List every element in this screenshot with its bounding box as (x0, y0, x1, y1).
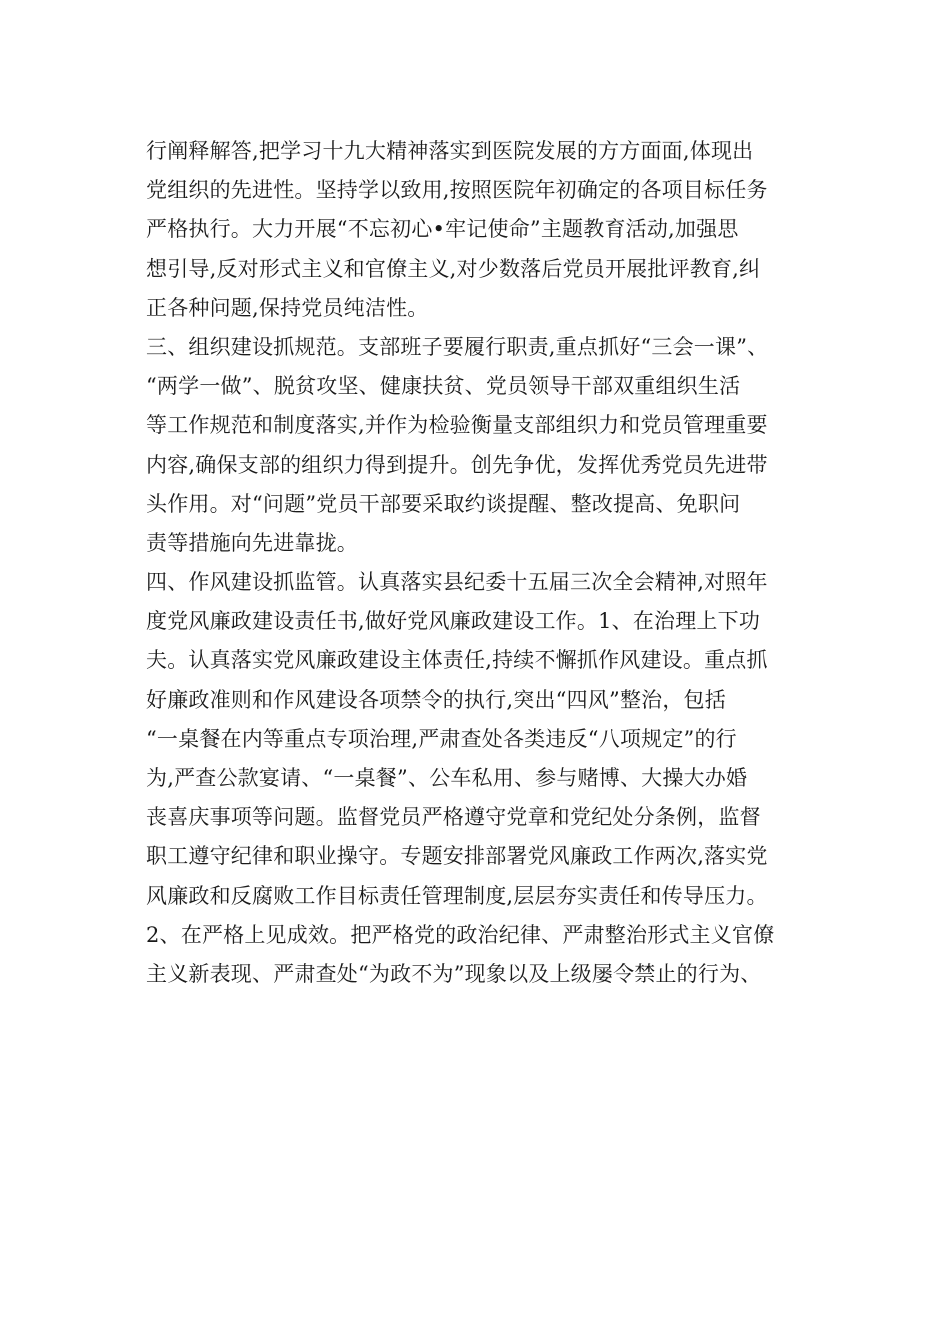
text-line: 2、在严格上见成效。把严格党的政治纪律、严肃整治形式主义官僚 (146, 922, 775, 947)
text-line: 三、组织建设抓规范。支部班子要履行职责,重点抓好“三会一课”、 (146, 334, 769, 359)
text-line: 夫。认真落实党风廉政建设主体责任,持续不懈抓作风建设。重点抓 (146, 648, 768, 673)
text-line: 为,严查公款宴请、“一桌餐”、公车私用、参与赌博、大操大办婚 (146, 766, 748, 790)
text-line: 严格执行。大力开展“不忘初心•牢记使命”主题教育活动,加强思 (146, 217, 739, 242)
text-line: 责等措施向先进靠拢。 (146, 530, 358, 555)
text-line: 内容,确保支部的组织力得到提升。创先争优，发挥优秀党员先进带 (146, 452, 768, 477)
text-line: 好廉政准则和作风建设各项禁令的执行,突出“四风”整治，包括 (146, 687, 726, 712)
body-text (146, 132, 826, 994)
text-line: 想引导,反对形式主义和官僚主义,对少数落后党员开展批评教育,纠 (146, 256, 761, 281)
text-line: 主义新表现、严肃查处“为政不为”现象以及上级屡令禁止的行为、 (146, 961, 762, 986)
text-line: 等工作规范和制度落实,并作为检验衡量支部组织力和党员管理重要 (146, 413, 768, 438)
text-line: 正各种问题,保持党员纯洁性。 (146, 295, 429, 320)
text-line: “一桌餐在内等重点专项治理,严肃查处各类违反“八项规定”的行 (146, 726, 737, 751)
text-line: 度党风廉政建设责任书,做好党风廉政建设工作。1、在治理上下功 (146, 609, 761, 634)
text-line: 风廉政和反腐败工作目标责任管理制度,层层夯实责任和传导压力。 (146, 883, 768, 908)
text-line: 党组织的先进性。坚持学以致用,按照医院年初确定的各项目标任务 (146, 178, 768, 203)
text-line: 头作用。对“问题”党员干部要采取约谈提醒、整改提高、免职问 (146, 491, 741, 516)
text-line: 职工遵守纪律和职业操守。专题安排部署党风廉政工作两次,落实党 (146, 844, 768, 869)
text-line: “两学一做”、脱贫攻坚、健康扶贫、党员领导干部双重组织生活 (146, 374, 741, 399)
text-line: 四、作风建设抓监管。认真落实县纪委十五届三次全会精神,对照年 (146, 570, 768, 595)
text-line: 丧喜庆事项等问题。监督党员严格遵守党章和党纪处分条例，监督 (146, 805, 761, 830)
text-line: 行阐释解答,把学习十九大精神落实到医院发展的方方面面,体现出 (146, 139, 754, 163)
